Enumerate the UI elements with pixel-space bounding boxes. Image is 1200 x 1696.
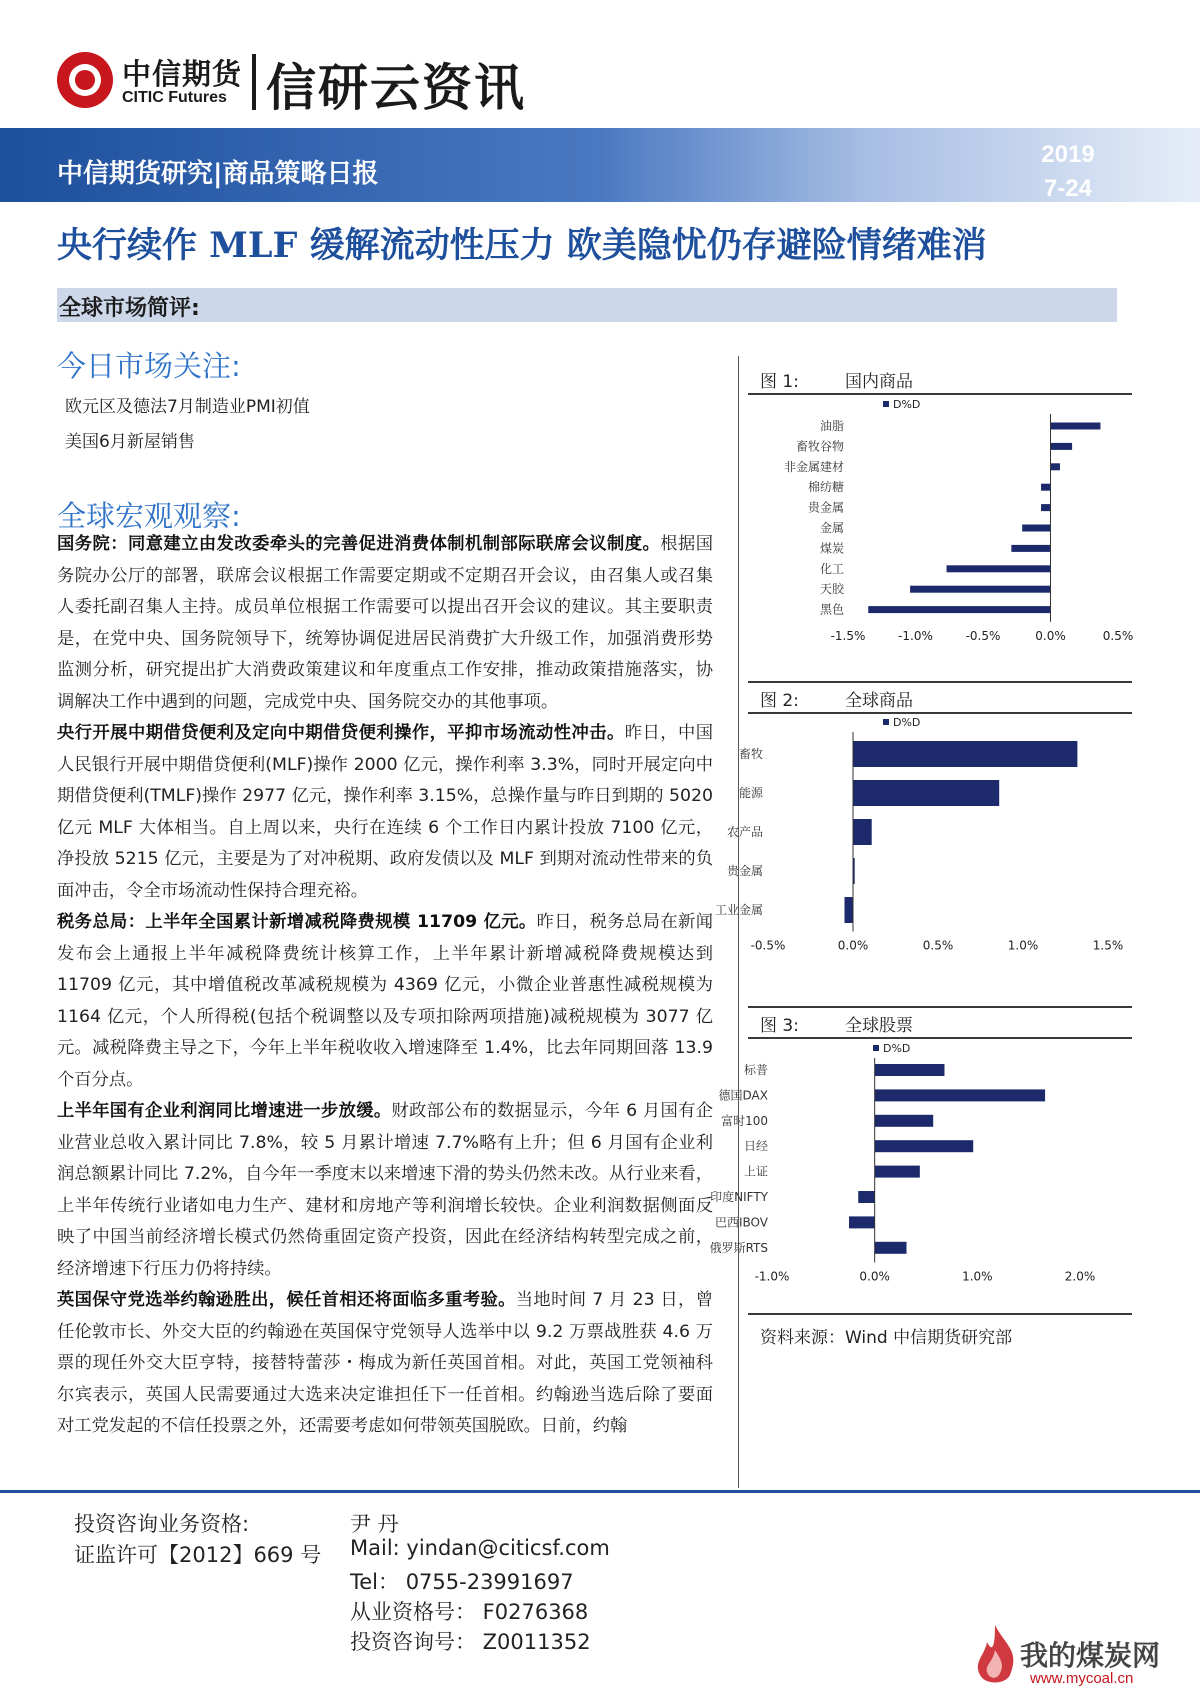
author-tel: Tel： 0755-23991697 — [350, 1570, 574, 1594]
bar — [853, 819, 872, 845]
fig1-title: 国内商品 — [845, 372, 913, 392]
tick-label: 0.5% — [1102, 628, 1134, 643]
paragraph-lead: 英国保守党选举约翰逊胜出，候任首相还将面临多重考验。 — [57, 1290, 516, 1310]
watermark-name: 我的煤炭网 — [1020, 1639, 1161, 1672]
focus-item: 美国6月新屋销售 — [65, 432, 195, 452]
license-number: 证监许可【2012】669 号 — [74, 1543, 322, 1567]
column-divider — [738, 356, 739, 1488]
bar — [875, 1089, 1045, 1101]
logo-divider — [252, 54, 256, 110]
tick-label: 0.0% — [1035, 628, 1066, 643]
legend-label: D%D — [893, 716, 921, 729]
tick-label: 0.0% — [859, 1269, 890, 1284]
legend-swatch — [883, 719, 889, 725]
fig3-chart — [709, 1040, 1132, 1300]
cert-number: 从业资格号： F0276368 — [350, 1600, 589, 1624]
category-label: 畜牧谷物 — [795, 439, 844, 454]
macro-body — [57, 529, 713, 1443]
today-focus-title: 今日市场关注: — [57, 349, 241, 383]
category-label: 非金属建材 — [783, 459, 844, 474]
tick-label: 2.0% — [1064, 1269, 1096, 1284]
macro-title: 全球宏观观察: — [57, 499, 241, 533]
category-label: 印度NIFTY — [710, 1190, 768, 1204]
bar — [849, 1216, 875, 1228]
focus-item: 欧元区及德法7月制造业PMI初值 — [65, 397, 310, 417]
fig3-title: 全球股票 — [845, 1016, 913, 1036]
brand-title: 信研云资讯 — [266, 58, 526, 117]
tick-label: -0.5% — [750, 938, 786, 953]
section-title: 全球市场简评: — [59, 296, 200, 321]
bar — [1051, 443, 1073, 450]
bar — [1011, 545, 1050, 552]
headline: 央行续作 MLF 缓解流动性压力 欧美隐忧仍存避险情绪难消 — [57, 225, 987, 266]
bar — [853, 780, 999, 806]
category-label: 巴西IBOV — [714, 1215, 768, 1230]
category-label: 棉纺糖 — [807, 480, 844, 495]
category-label: 上证 — [743, 1164, 768, 1179]
category-label: 油脂 — [819, 419, 844, 433]
bar — [875, 1115, 934, 1127]
bar — [853, 741, 1077, 767]
paragraph-lead: 央行开展中期借贷便利及定向中期借贷便利操作，平抑市场流动性冲击。 — [57, 723, 625, 743]
tick-label: 0.0% — [837, 938, 869, 953]
category-label: 畜牧 — [738, 747, 763, 761]
paragraph-lead: 上半年国有企业利润同比增速进一步放缓。 — [57, 1101, 392, 1121]
fig1-rule — [748, 393, 1132, 395]
macro-paragraph — [57, 718, 713, 907]
fig3-rule — [748, 1037, 1132, 1039]
report-date — [1028, 138, 1108, 206]
paragraph-text: 昨日，中国人民银行开展中期借贷便利(MLF)操作 2000 亿元，操作利率 3.3%，同时开展定向中期借贷便利(TMLF)操作 2977 亿元，操作利率 3.15%，总操作量与昨日到期的 5020 亿元 MLF 大体相当。自上周以来，央行在连续 6 个工作日内累计投放 7100 亿元，净投放 5215 亿元，主要是为了对冲税期、政府发债以及 MLF 到期对流动性带来的负面冲击，令全市场流动性保持合理充裕。 — [57, 723, 713, 901]
bar — [868, 606, 1050, 613]
category-label: 金属 — [819, 521, 844, 535]
category-label: 天胶 — [819, 582, 844, 597]
category-label: 工业金属 — [714, 903, 763, 917]
fig2-chart — [714, 714, 1132, 984]
paragraph-text: 当地时间 7 月 23 日，曾任伦敦市长、外交大臣的约翰逊在英国保守党领导人选举中以 9.2 万票战胜获 4.6 万票的现任外交大臣亨特，接替特蕾莎・梅成为新任英国首相。对此，英国工党领袖科尔宾表示，英国人民需要通过大选来决定谁担任下一任首相。约翰逊当选后除了要面对工党发起的不信任投票之外，还需要考虑如何带领英国脱欧。日前，约翰 — [57, 1290, 713, 1436]
category-label: 贵金属 — [807, 500, 844, 515]
qualification-label: 投资咨询业务资格: — [74, 1512, 250, 1536]
author-name: 尹 丹 — [350, 1512, 399, 1536]
fig2-title: 全球商品 — [845, 691, 913, 711]
bar — [947, 565, 1051, 572]
source-note: 资料来源：Wind 中信期货研究部 — [760, 1328, 1013, 1348]
report-date-year: 2019 — [1041, 141, 1095, 168]
bar — [910, 586, 1050, 593]
fig1-chart — [748, 396, 1132, 656]
macro-paragraph — [57, 529, 713, 718]
logo-cn-text: 中信期货 — [122, 57, 243, 91]
bar — [875, 1064, 945, 1076]
category-label: 标普 — [743, 1063, 768, 1077]
legend-label: D%D — [883, 1042, 911, 1055]
tick-label: 1.0% — [962, 1269, 993, 1284]
bar — [1051, 463, 1060, 470]
fig1-label: 图 1: — [760, 372, 799, 392]
tick-label: 1.5% — [1092, 938, 1124, 953]
logo-en-text: CITIC Futures — [122, 89, 227, 106]
paragraph-text: 财政部公布的数据显示，今年 6 月国有企业营业总收入累计同比 7.8%，较 5 月累计增速 7.7%略有上升；但 6 月国有企业利润总额累计同比 7.2%，自今年一季度末以来增速下滑的势头仍然未改。从行业来看，上半年传统行业诸如电力生产、建材和房地产等利润增长较快。企业利润数据侧面反映了中国当前经济增长模式仍然倚重固定资产投资，因此在经济结构转型完成之前，经济增速下行压力仍将持续。 — [57, 1101, 713, 1279]
tick-label: 0.5% — [922, 938, 954, 953]
category-label: 化工 — [819, 561, 844, 576]
category-label: 日经 — [743, 1139, 768, 1154]
bar — [875, 1140, 974, 1152]
watermark-url: www.mycoal.cn — [1030, 1670, 1134, 1687]
category-label: 能源 — [738, 786, 763, 800]
category-label: 煤炭 — [819, 541, 844, 556]
tick-label: -1.0% — [754, 1269, 790, 1284]
author-mail: Mail: yindan@citicsf.com — [350, 1536, 610, 1560]
category-label: 德国DAX — [718, 1088, 768, 1103]
tick-label: 1.0% — [1007, 938, 1039, 953]
legend-swatch — [873, 1045, 879, 1051]
fig3-rule-top — [748, 1006, 1132, 1008]
flame-logo-icon — [965, 1620, 1025, 1690]
source-rule — [748, 1313, 1132, 1315]
bar — [858, 1191, 874, 1203]
category-label: 俄罗斯RTS — [709, 1240, 768, 1255]
paragraph-lead: 税务总局：上半年全国累计新增减税降费规模 11709 亿元。 — [57, 912, 537, 932]
bar — [1041, 484, 1050, 491]
category-label: 黑色 — [819, 602, 844, 617]
bar — [1022, 525, 1050, 532]
fig2-label: 图 2: — [760, 691, 799, 711]
category-label: 富时100 — [721, 1113, 768, 1128]
macro-paragraph — [57, 907, 713, 1096]
fig3-label: 图 3: — [760, 1016, 799, 1036]
fig2-rule-top — [748, 681, 1132, 683]
paragraph-lead: 国务院：同意建立由发改委牵头的完善促进消费体制机制部际联席会议制度。 — [57, 534, 661, 554]
footer-rule — [0, 1490, 1200, 1493]
bar — [875, 1242, 907, 1254]
legend-label: D%D — [893, 398, 921, 411]
paragraph-text: 根据国务院办公厅的部署，联席会议根据工作需要定期或不定期召开会议，由召集人或召集人委托副召集人主持。成员单位根据工作需要可以提出召开会议的建议。其主要职责是，在党中央、国务院领导下，统筹协调促进居民消费扩大升级工作，加强消费形势监测分析，研究提出扩大消费政策建议和年度重点工作安排，推动政策措施落实，协调解决工作中遇到的问题，完成党中央、国务院交办的其他事项。 — [57, 534, 713, 712]
tick-label: -0.5% — [965, 628, 1001, 643]
bar — [875, 1166, 920, 1178]
category-label: 农产品 — [726, 825, 763, 839]
citic-logo-icon — [57, 52, 113, 108]
bar — [1051, 423, 1101, 430]
section-bar — [57, 288, 1117, 322]
bar — [1041, 504, 1050, 511]
report-series-title: 中信期货研究|商品策略日报 — [57, 159, 379, 189]
legend-swatch — [883, 401, 889, 407]
paragraph-text: 昨日，税务总局在新闻发布会上通报上半年减税降费统计核算工作，上半年累计新增减税降费规模达到 11709 亿元，其中增值税改革减税规模为 4369 亿元，小微企业普惠性减税规模为 1164 亿元，个人所得税(包括个税调整以及专项扣除两项措施)减税规模为 3077 亿元。减税降费主导之下，今年上半年税收收入增速降至 1.4%，比去年同期回落 13.9 个百分点。 — [57, 912, 713, 1090]
tick-label: -1.5% — [830, 628, 866, 643]
macro-paragraph — [57, 1096, 713, 1285]
tick-label: -1.0% — [898, 628, 933, 643]
category-label: 贵金属 — [726, 864, 763, 878]
report-date-day: 7-24 — [1043, 175, 1093, 202]
advisory-number: 投资咨询号： Z0011352 — [350, 1630, 591, 1654]
macro-paragraph — [57, 1285, 713, 1443]
bar — [845, 897, 854, 923]
